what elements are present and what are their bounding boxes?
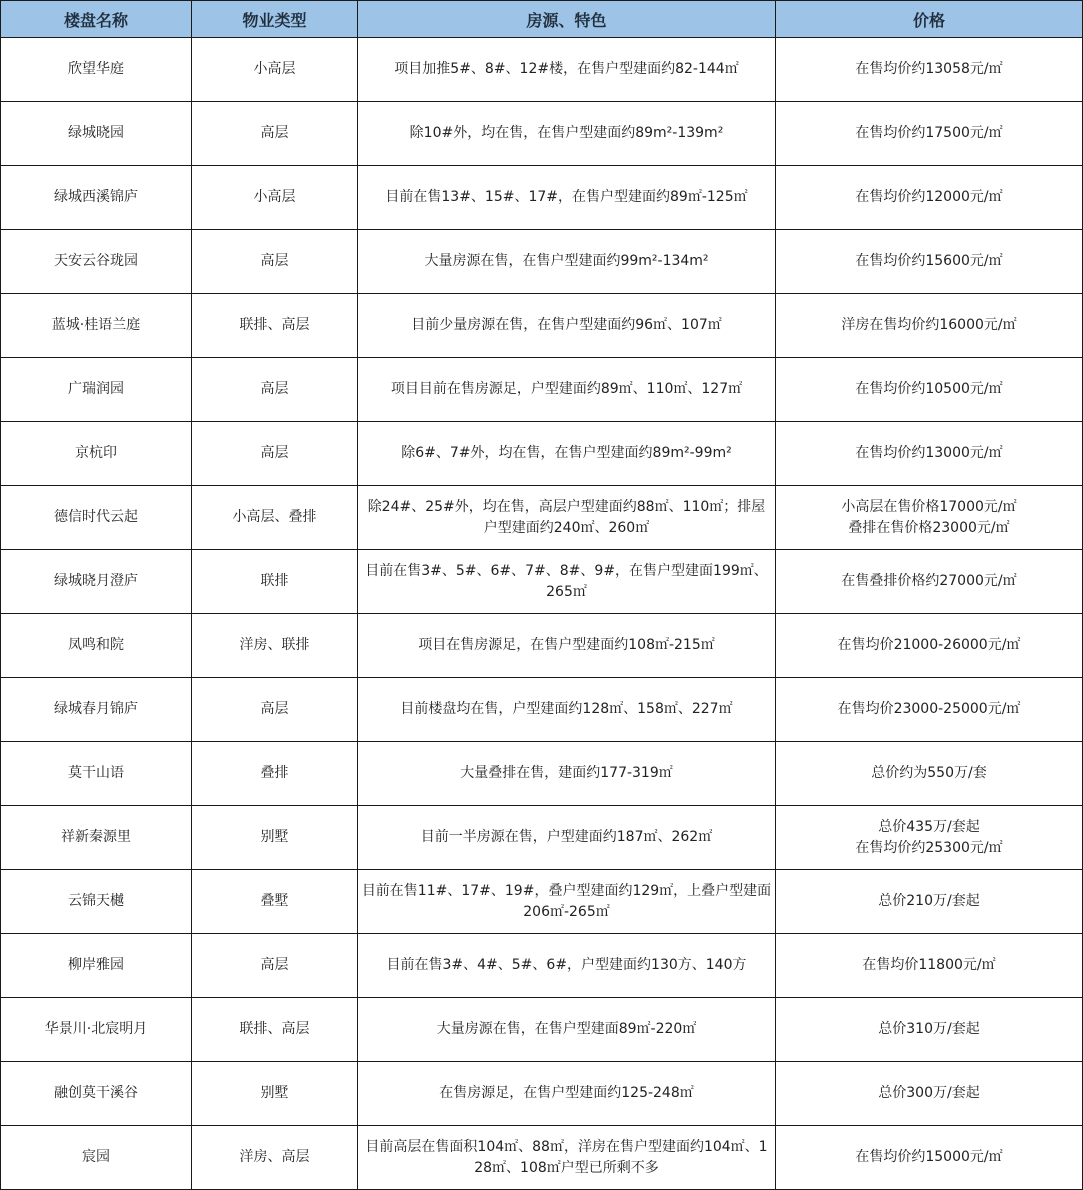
cell-price: [776, 998, 1083, 1062]
table-row: [1, 678, 1083, 742]
cell-property-type: 小高层、叠排: [192, 486, 358, 550]
cell-features: 除6#、7#外，均在售，在售户型建面约89m²-99m²: [358, 422, 776, 486]
cell-property-name: 德信时代云起: [1, 486, 192, 550]
cell-property-type: 高层: [192, 934, 358, 998]
cell-price: [776, 870, 1083, 934]
table-row: [1, 166, 1083, 230]
cell-price: [776, 1126, 1083, 1190]
table-row: [1, 38, 1083, 102]
price-line: 总价210万/套起: [878, 893, 980, 909]
cell-price: [776, 742, 1083, 806]
price-line: 在售均价11800元/㎡: [862, 957, 996, 973]
cell-features: 目前在售13#、15#、17#，在售户型建面约89㎡-125㎡: [358, 166, 776, 230]
cell-property-name: 柳岸雅园: [1, 934, 192, 998]
cell-property-type: 联排、高层: [192, 294, 358, 358]
cell-features: 目前一半房源在售，户型建面约187㎡、262㎡: [358, 806, 776, 870]
cell-property-type: 高层: [192, 102, 358, 166]
cell-features: 大量叠排在售，建面约177-319㎡: [358, 742, 776, 806]
cell-features: 除10#外，均在售，在售户型建面约89m²-139m²: [358, 102, 776, 166]
cell-features: 项目加推5#、8#、12#楼，在售户型建面约82-144㎡: [358, 38, 776, 102]
cell-price: [776, 230, 1083, 294]
cell-property-name: 天安云谷珑园: [1, 230, 192, 294]
cell-property-name: 京杭印: [1, 422, 192, 486]
cell-property-type: 联排: [192, 550, 358, 614]
cell-features: 大量房源在售，在售户型建面约99m²-134m²: [358, 230, 776, 294]
cell-property-name: 欣望华庭: [1, 38, 192, 102]
cell-property-name: 莫干山语: [1, 742, 192, 806]
cell-property-type: 高层: [192, 230, 358, 294]
cell-property-name: 绿城春月锦庐: [1, 678, 192, 742]
price-line: 在售叠排价格约27000元/㎡: [841, 573, 1017, 589]
cell-features: 除24#、25#外，均在售，高层户型建面约88㎡、110㎡；排屋户型建面约240㎡、260㎡: [358, 486, 776, 550]
table-body: [1, 38, 1083, 1190]
price-line: 小高层在售价格17000元/㎡: [841, 498, 1017, 515]
cell-features: 项目在售房源足，在售户型建面约108㎡-215㎡: [358, 614, 776, 678]
price-line: 总价435万/套起: [878, 818, 980, 835]
price-line: 总价300万/套起: [878, 1085, 980, 1101]
price-line: 在售均价约15600元/㎡: [855, 253, 1003, 269]
cell-features: 项目目前在售房源足，户型建面约89㎡、110㎡、127㎡: [358, 358, 776, 422]
cell-property-name: 宸园: [1, 1126, 192, 1190]
cell-price: [776, 614, 1083, 678]
cell-property-name: 蓝城·桂语兰庭: [1, 294, 192, 358]
cell-property-type: 洋房、高层: [192, 1126, 358, 1190]
table-row: [1, 230, 1083, 294]
price-line: 在售均价约25300元/㎡: [855, 839, 1003, 856]
table-header-row: [1, 1, 1083, 38]
cell-features: 目前楼盘均在售，户型建面约128㎡、158㎡、227㎡: [358, 678, 776, 742]
cell-property-type: 小高层: [192, 166, 358, 230]
cell-property-name: 祥新秦源里: [1, 806, 192, 870]
cell-property-name: 绿城西溪锦庐: [1, 166, 192, 230]
cell-price: [776, 806, 1083, 870]
cell-property-type: 洋房、联排: [192, 614, 358, 678]
header-property-type: 物业类型: [192, 1, 358, 38]
price-line: 总价310万/套起: [878, 1021, 980, 1037]
table-row: [1, 1126, 1083, 1190]
cell-price: [776, 38, 1083, 102]
table-row: [1, 102, 1083, 166]
table-row: [1, 294, 1083, 358]
price-line: 在售均价约17500元/㎡: [855, 125, 1003, 141]
price-line: 在售均价21000-26000元/㎡: [837, 637, 1021, 653]
cell-price: [776, 678, 1083, 742]
cell-property-type: 叠墅: [192, 870, 358, 934]
price-line: 叠排在售价格23000元/㎡: [848, 519, 1010, 536]
cell-price: [776, 934, 1083, 998]
price-line: 洋房在售均价约16000元/㎡: [841, 317, 1017, 333]
cell-property-type: 高层: [192, 358, 358, 422]
table-row: [1, 358, 1083, 422]
table-row: [1, 422, 1083, 486]
price-line: 在售均价约13058元/㎡: [855, 61, 1003, 77]
header-property-name: 楼盘名称: [1, 1, 192, 38]
table-row: [1, 614, 1083, 678]
header-price: 价格: [776, 1, 1083, 38]
cell-features: 在售房源足，在售户型建面约125-248㎡: [358, 1062, 776, 1126]
cell-features: 目前少量房源在售，在售户型建面约96㎡、107㎡: [358, 294, 776, 358]
cell-features: 目前高层在售面积104㎡、88㎡，洋房在售户型建面约104㎡、128㎡、108㎡户型已所剩不多: [358, 1126, 776, 1190]
cell-property-type: 叠排: [192, 742, 358, 806]
table-row: [1, 1062, 1083, 1126]
table-row: [1, 934, 1083, 998]
cell-price: [776, 422, 1083, 486]
price-line: 总价约为550万/套: [871, 765, 987, 781]
table-row: [1, 550, 1083, 614]
cell-property-type: 高层: [192, 678, 358, 742]
cell-price: [776, 102, 1083, 166]
cell-features: 目前在售3#、4#、5#、6#，户型建面约130方、140方: [358, 934, 776, 998]
price-line: 在售均价约12000元/㎡: [855, 189, 1003, 205]
header-features: 房源、特色: [358, 1, 776, 38]
table-row: [1, 742, 1083, 806]
table-row: [1, 486, 1083, 550]
cell-property-name: 云锦天樾: [1, 870, 192, 934]
cell-features: 目前在售3#、5#、6#、7#、8#、9#，在售户型建面199㎡、265㎡: [358, 550, 776, 614]
table-row: [1, 806, 1083, 870]
cell-property-type: 别墅: [192, 806, 358, 870]
cell-property-name: 融创莫干溪谷: [1, 1062, 192, 1126]
cell-price: [776, 294, 1083, 358]
price-line: 在售均价约15000元/㎡: [855, 1149, 1003, 1165]
table-row: [1, 998, 1083, 1062]
cell-property-type: 高层: [192, 422, 358, 486]
price-line: 在售均价约13000元/㎡: [855, 445, 1003, 461]
cell-property-name: 凤鸣和院: [1, 614, 192, 678]
cell-price: [776, 1062, 1083, 1126]
cell-property-type: 小高层: [192, 38, 358, 102]
cell-features: 目前在售11#、17#、19#，叠户型建面约129㎡，上叠户型建面206㎡-265㎡: [358, 870, 776, 934]
price-line: 在售均价约10500元/㎡: [855, 381, 1003, 397]
table-row: [1, 870, 1083, 934]
cell-price: [776, 550, 1083, 614]
cell-property-name: 华景川·北宸明月: [1, 998, 192, 1062]
cell-property-type: 别墅: [192, 1062, 358, 1126]
cell-price: [776, 166, 1083, 230]
cell-price: [776, 358, 1083, 422]
cell-price: [776, 486, 1083, 550]
price-line: 在售均价23000-25000元/㎡: [837, 701, 1021, 717]
cell-property-name: 绿城晓园: [1, 102, 192, 166]
cell-property-name: 广瑞润园: [1, 358, 192, 422]
cell-features: 大量房源在售，在售户型建面89㎡-220㎡: [358, 998, 776, 1062]
cell-property-name: 绿城晓月澄庐: [1, 550, 192, 614]
cell-property-type: 联排、高层: [192, 998, 358, 1062]
